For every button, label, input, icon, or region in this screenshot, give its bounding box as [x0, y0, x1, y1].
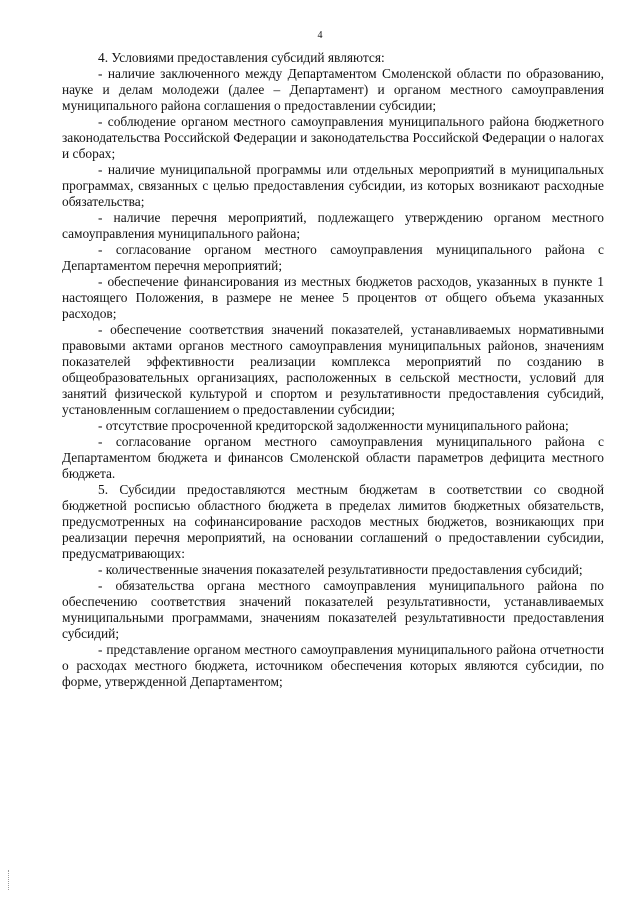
document-body: [62, 50, 604, 690]
paragraph: 4. Условиями предоставления субсидий являются:: [98, 50, 385, 65]
paragraph: - отсутствие просроченной кредиторской задолженности муниципального района;: [98, 418, 569, 433]
paragraph: 5. Субсидии предоставляются местным бюджетам в соответствии со сводной бюджетной росписью областного бюджета в пределах лимитов бюджетных обязательств, предусмотренных на софинансирование расходов местных бюджетов, возникающих при реализации перечня мероприятий, на основании соглашений о предоставлении субсидии, предусматривающих:: [62, 482, 604, 561]
paragraph: - количественные значения показателей результативности предоставления субсидий;: [98, 562, 583, 577]
paragraph: - наличие заключенного между Департаментом Смоленской области по образованию, науке и делам молодежи (далее – Департамент) и органом местного самоуправления муниципального района соглашения о предоставлении субсидии;: [62, 66, 604, 113]
paragraph: - согласование органом местного самоуправления муниципального района с Департаментом бюджета и финансов Смоленской области параметров дефицита местного бюджета.: [62, 434, 604, 481]
paragraph: - представление органом местного самоуправления муниципального района отчетности о расходах местного бюджета, источником обеспечения которых являются субсидии, по форме, утвержденной Департаментом;: [62, 642, 604, 689]
paragraph: - обеспечение соответствия значений показателей, устанавливаемых нормативными правовыми актами органов местного самоуправления муниципальных районов, значениям показателей эффективности реализации комплекса мероприятий по созданию в общеобразовательных организациях, расположенных в сельской местности, условий для занятий физической культурой и спортом и результативности предоставления субсидий, установленным соглашением о предоставлении субсидии;: [62, 322, 604, 417]
paragraph: - наличие перечня мероприятий, подлежащего утверждению органом местного самоуправления муниципального района;: [62, 210, 604, 241]
page-number: 4: [317, 30, 323, 41]
paragraph: - наличие муниципальной программы или отдельных мероприятий в муниципальных программах, связанных с целью предоставления субсидии, из которых возникают расходные обязательства;: [62, 162, 604, 209]
paragraph: - согласование органом местного самоуправления муниципального района с Департаментом перечня мероприятий;: [62, 242, 604, 273]
paragraph: - обеспечение финансирования из местных бюджетов расходов, указанных в пункте 1 настоящего Положения, в размере не менее 5 процентов от общего объема указанных расходов;: [62, 274, 604, 321]
paragraph: - соблюдение органом местного самоуправления муниципального района бюджетного законодательства Российской Федерации и законодательства Российской Федерации о налогах и сборах;: [62, 114, 604, 161]
scan-margin-mark: [8, 870, 11, 890]
paragraph: - обязательства органа местного самоуправления муниципального района по обеспечению соответствия значений показателей результативности, устанавливаемых муниципальными программами, значениям показателей результативности предоставления субсидий;: [62, 578, 604, 641]
